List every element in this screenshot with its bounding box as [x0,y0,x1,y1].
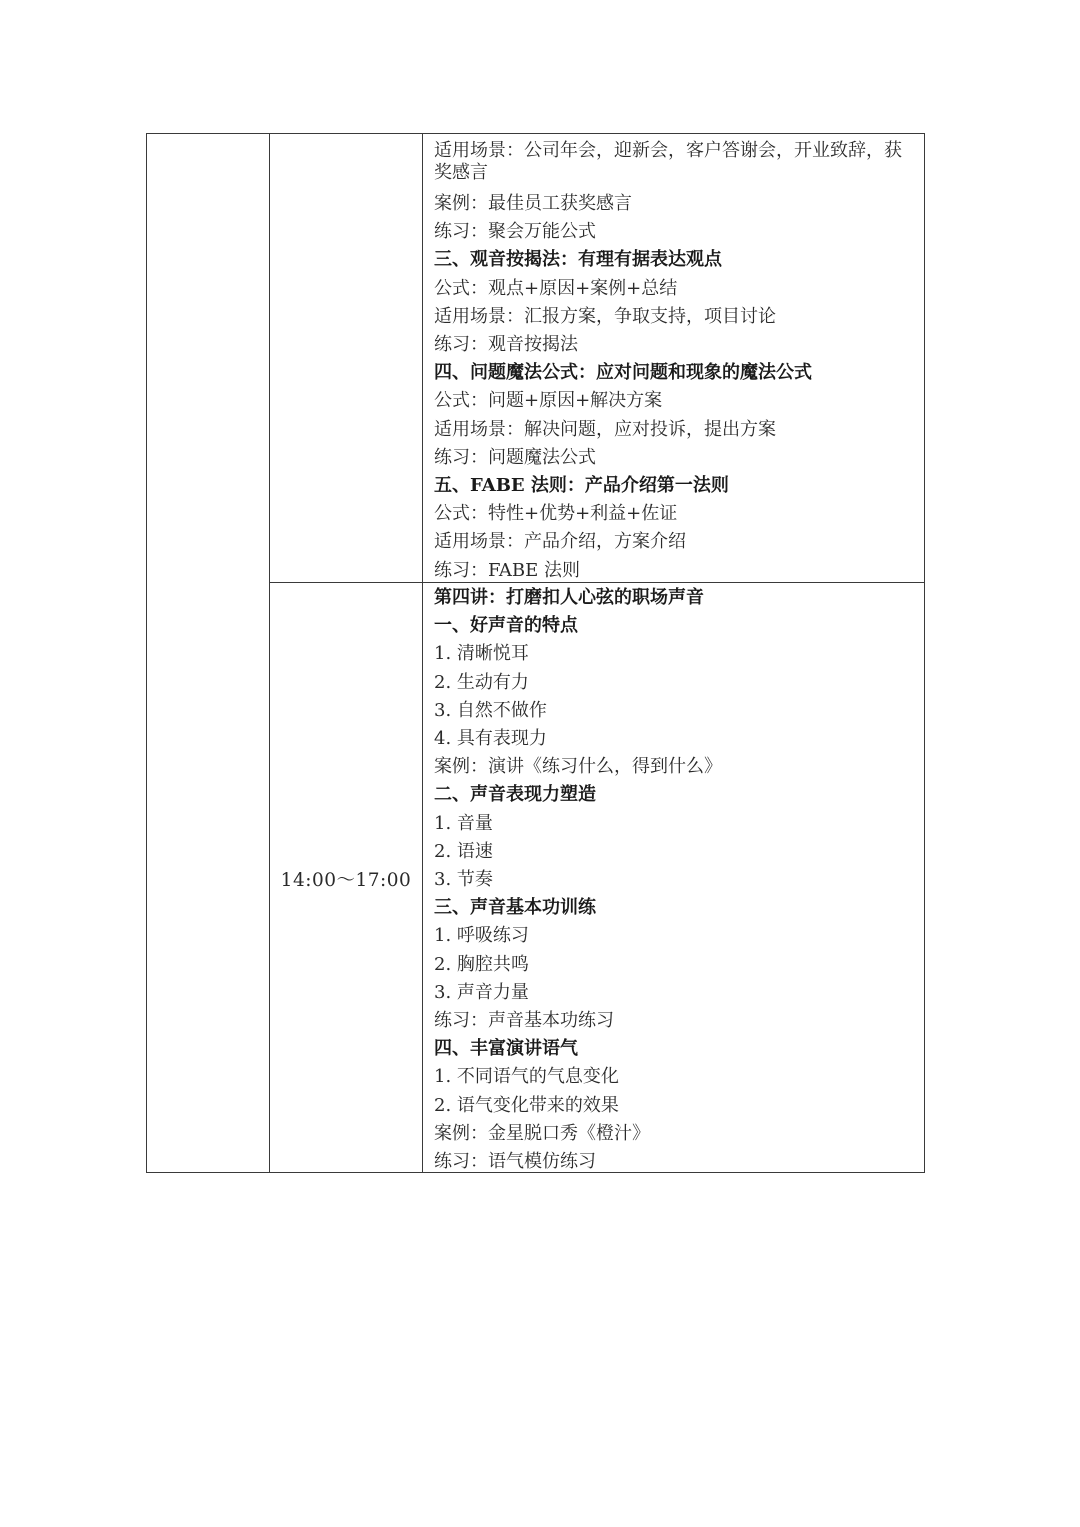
section-heading: 第四讲：打磨扣人心弦的职场声音 [434,587,704,608]
column-divider-1 [269,134,270,1172]
section-heading: 五、FABE 法则：产品介绍第一法则 [434,475,729,497]
content-line: 2. 胸腔共鸣 [434,953,529,975]
column-divider-2 [422,134,423,1172]
section-heading: 四、丰富演讲语气 [434,1038,578,1060]
content-line: 公式：问题+原因+解决方案 [434,390,663,412]
content-line: 练习：声音基本功练习 [434,1010,614,1032]
content-line: 1. 呼吸练习 [434,925,529,947]
content-line: 公式：特性+优势+利益+佐证 [434,503,678,525]
content-line: 适用场景：产品介绍，方案介绍 [434,531,686,553]
section-heading: 四、问题魔法公式：应对问题和现象的魔法公式 [434,362,812,384]
content-line: 练习：观音按揭法 [434,334,578,356]
content-line: 适用场景：公司年会，迎新会，客户答谢会，开业致辞，获奖感言 [434,140,902,183]
section-heading: 三、观音按揭法：有理有据表达观点 [434,249,722,271]
content-line: 1. 清晰悦耳 [434,643,529,665]
content-line: 适用场景：解决问题，应对投诉，提出方案 [434,418,776,440]
section-heading: 二、声音表现力塑造 [434,784,596,806]
content-line: 公式：观点+原因+案例+总结 [434,277,678,299]
schedule-table [146,133,925,1173]
content-line: 案例：最佳员工获奖感言 [434,193,632,214]
time-slot-cell: 14:00～17:00 [280,870,412,891]
content-line: 2. 语气变化带来的效果 [434,1094,619,1116]
content-cell-bottom [434,584,916,1176]
content-line: 练习：FABE 法则 [434,559,581,581]
content-line: 练习：语气模仿练习 [434,1151,596,1173]
content-line: 1. 音量 [434,812,493,834]
content-line: 1. 不同语气的气息变化 [434,1066,619,1088]
content-line: 适用场景：汇报方案，争取支持，项目讨论 [434,305,776,327]
content-line: 2. 生动有力 [434,671,529,693]
content-line: 4. 具有表现力 [434,728,547,750]
content-line: 2. 语速 [434,840,493,862]
content-cell-top [434,140,916,585]
content-line: 3. 自然不做作 [434,699,547,721]
content-line: 练习：聚会万能公式 [434,221,596,243]
content-line: 3. 声音力量 [434,981,529,1003]
content-line: 练习：问题魔法公式 [434,446,596,468]
section-heading: 三、声音基本功训练 [434,897,596,919]
content-line: 案例：金星脱口秀《橙汁》 [434,1122,650,1144]
section-heading: 一、好声音的特点 [434,615,578,637]
content-line: 案例：演讲《练习什么，得到什么》 [434,756,722,778]
content-line: 3. 节奏 [434,869,493,891]
